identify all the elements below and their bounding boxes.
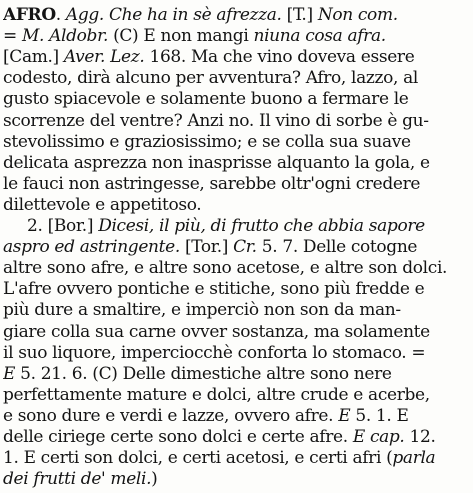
entry-text: 168. Ma che vino doveva essere	[144, 47, 415, 68]
entry-text: niuna cosa afra.	[253, 26, 386, 47]
entry-text: delicata asprezza non inasprisse alquanto la gola, e	[3, 152, 430, 173]
entry-text: gusto spiacevole e solamente buono a fermare le	[3, 89, 409, 110]
entry-text: più dure a smaltire, e imperciò non son da man-	[3, 300, 401, 321]
entry-text: 12.	[404, 427, 436, 447]
entry-text: dilettevole e appetitoso.	[3, 194, 202, 215]
entry-text: 2. [Bor.]	[27, 216, 99, 236]
entry-text: (C) E non mangi	[108, 26, 254, 47]
entry-text: altre sono afre, e altre sono acetose, e altre son dolci.	[3, 258, 448, 279]
entry-text: 5. 21. 6. (C) Delle dimestiche altre sono nere	[15, 363, 392, 384]
entry-text: E	[338, 405, 351, 426]
entry-text: parla	[392, 448, 436, 469]
entry-text: E cap.	[352, 427, 405, 447]
entry-text: L'afre ovvero pontiche e stitiche, sono più fredde e	[3, 279, 425, 300]
entry-text: Aver. Lez.	[63, 47, 145, 68]
entry-line	[3, 467, 469, 492]
entry-text: aspro ed astringente.	[3, 237, 180, 258]
entry-text: giare colla sua carne ovver sostanza, ma solamente	[3, 321, 430, 342]
entry-text: Dicesi, il più, di frutto che abbia sapore	[98, 216, 425, 236]
entry-text: codesto, dirà alcuno per avventura? Afro, lazzo, al	[3, 68, 418, 89]
entry-text: 1. E certi son dolci, e certi acetosi, e certi afri (	[3, 448, 393, 469]
headword: AFRO	[3, 5, 56, 25]
entry-text: le fauci non astringesse, sarebbe oltr'ogni credere	[3, 173, 421, 194]
entry-text: Agg. Che ha in sè afrezza.	[65, 5, 282, 25]
entry-text: E	[3, 363, 16, 384]
entry-text: delle ciriege certe sono dolci e certe afre.	[3, 427, 353, 447]
entry-text: =	[3, 26, 22, 47]
entry-text: [Tor.]	[179, 237, 234, 258]
entry-text: stevolissimo e graziosissimo; e se colla sua suave	[3, 131, 411, 152]
entry-text: scorrenze del ventre? Anzi no. Il vino di sorbe è gu-	[3, 110, 429, 131]
entry-text: M. Aldobr.	[21, 26, 109, 47]
entry-text: Cr.	[233, 237, 257, 258]
entry-text: 5. 1. E	[350, 405, 409, 426]
entry-text: Non com.	[317, 5, 398, 25]
entry-text: )	[151, 469, 158, 490]
entry-text: perfettamente mature e dolci, altre crude e acerbe,	[3, 384, 430, 405]
entry-text: e sono dure e verdi e lazze, ovvero afre.	[3, 405, 339, 426]
entry-text: [T.]	[281, 5, 318, 25]
entry-text: il suo liquore, imperciocchè conforta lo stomaco. =	[3, 342, 426, 363]
entry-text: .	[55, 5, 66, 25]
entry-text: 5. 7. Delle cotogne	[256, 237, 418, 258]
entry-text: dei frutti de' meli.	[3, 469, 152, 490]
entry-text: [Cam.]	[3, 47, 64, 68]
